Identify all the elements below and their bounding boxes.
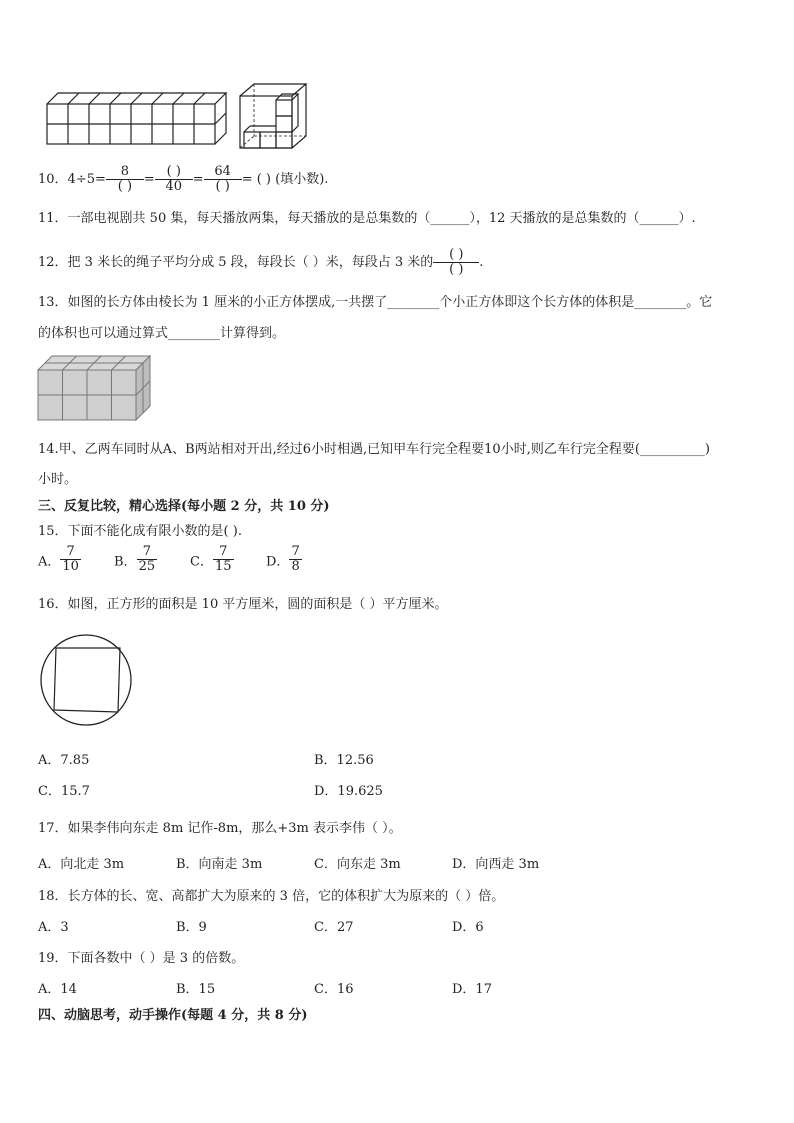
question-10 [38,160,328,200]
q18-option-d: D．6 [452,920,484,935]
q16-option-b: B．12.56 [314,753,374,768]
q15-option-a: A． $\frac{7}{10}$ [38,544,79,575]
q15-option-c: C． $\frac{7}{15}$ [190,544,232,575]
question-13-line-2: 的体积也可以通过算式________计算得到。 [38,326,286,341]
q18-option-c: C．27 [314,920,354,935]
q16-option-c: C．15.7 [38,784,90,799]
big-cube-figure [238,82,310,150]
prism-figure [36,352,154,424]
q10-tail: = ( ) (填小数). [241,172,329,187]
q18-option-a: A．3 [38,920,69,935]
circle-square-figure [38,632,134,728]
q12-text: 12．把 3 米长的绳子平均分成 5 段，每段长（ ）米，每段占 3 米的 [38,255,434,270]
cube-rows-figure [44,84,234,150]
question-16-stem: 16．如图，正方形的面积是 10 平方厘米，圆的面积是（ ）平方厘米。 [38,597,448,612]
q10-eq-1: = [143,172,155,187]
question-17-stem: 17．如果李伟向东走 8m 记作-8m，那么+3m 表示李伟（ ）。 [38,821,402,836]
q19-option-c: C．16 [314,982,354,997]
q17-option-d: D．向西走 3m [452,857,540,872]
q10-fraction-3: $\frac{64}{( )}$ [204,165,242,195]
q19-option-a: A．14 [38,982,77,997]
section-3-heading: 三、反复比较，精心选择(每小题 2 分，共 10 分) [38,499,330,514]
q17-option-b: B．向南走 3m [176,857,263,872]
q16-option-d: D．19.625 [314,784,383,799]
q15-option-d: D． $\frac{7}{8}$ [266,544,300,575]
q17-option-c: C．向东走 3m [314,857,401,872]
question-11: 11．一部电视剧共 50 集，每天播放两集，每天播放的是总集数的（______），12 天播放的是总集数的（______）. [38,211,696,226]
q10-fraction-2: $\frac{( )}{40}$ [155,165,193,195]
question-13-line-1: 13．如图的长方体由棱长为 1 厘米的小正方体摆成,一共摆了________个小正方体即这个长方体的体积是________。它 [38,295,713,310]
q10-fraction-1: $\frac{8}{( )}$ [106,165,144,195]
q12-fraction: $\frac{( )}{( )}$ [433,248,479,278]
q18-option-b: B．9 [176,920,207,935]
question-19-stem: 19．下面各数中（ ）是 3 的倍数。 [38,951,245,966]
question-18-stem: 18．长方体的长、宽、高都扩大为原来的 3 倍，它的体积扩大为原来的（ ）倍。 [38,889,505,904]
q19-option-b: B．15 [176,982,216,997]
q15-option-b: B． $\frac{7}{25}$ [114,544,156,575]
q10-prefix: 10．4÷5= [38,172,106,187]
question-12 [38,244,483,282]
q17-option-a: A．向北走 3m [38,857,125,872]
q12-tail: . [479,255,484,270]
q10-eq-2: = [192,172,204,187]
section-4-heading: 四、动脑思考，动手操作(每题 4 分，共 8 分) [38,1008,308,1023]
question-14-line-1: 14.甲、乙两车同时从A、B两站相对开出,经过6小时相遇,已知甲车行完全程要10小时,则乙车行完全程要(__________) [38,442,710,457]
question-14-line-2: 小时。 [38,472,78,487]
q16-option-a: A．7.85 [38,753,90,768]
q19-option-d: D．17 [452,982,492,997]
question-15-stem: 15．下面不能化成有限小数的是( ). [38,524,242,539]
